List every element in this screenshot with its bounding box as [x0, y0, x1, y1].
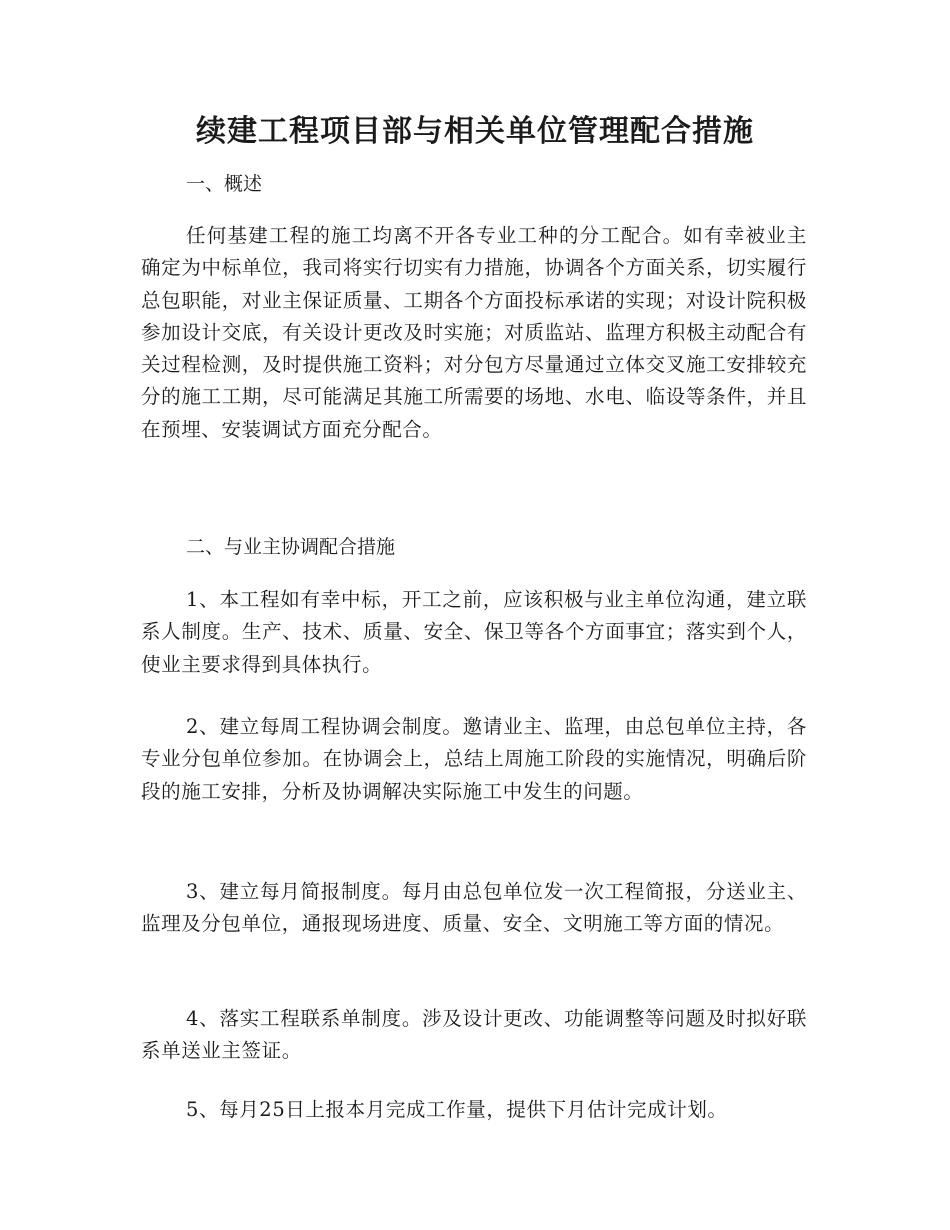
- paragraph-item-5: 5、每月25日上报本月完成工作量，提供下月估计完成计划。: [186, 1098, 728, 1121]
- document-title: 续建工程项目部与相关单位管理配合措施: [196, 114, 754, 149]
- paragraph-item-2: 2、建立每周工程协调会制度。邀请业主、监理，由总包单位主持，各专业分包单位参加。在协调会上，总结上周施工阶段的实施情况，明确后阶段的施工安排，分析及协调解决实际施工中发生的问题。: [141, 715, 807, 803]
- section-heading-owner-coordination: 二、与业主协调配合措施: [186, 536, 396, 558]
- paragraph-item-3: 3、建立每月简报制度。每月由总包单位发一次工程简报，分送业主、监理及分包单位，通报现场进度、质量、安全、文明施工等方面的情况。: [141, 880, 807, 936]
- paragraph-item-1: 1、本工程如有幸中标，开工之前，应该积极与业主单位沟通，建立联系人制度。生产、技术、质量、安全、保卫等各个方面事宜；落实到个人，使业主要求得到具体执行。: [141, 588, 807, 676]
- paragraph-item-4: 4、落实工程联系单制度。涉及设计更改、功能调整等问题及时拟好联系单送业主签证。: [141, 1007, 807, 1063]
- section-heading-overview: 一、概述: [186, 173, 263, 195]
- paragraph-overview: 任何基建工程的施工均离不开各专业工种的分工配合。如有幸被业主确定为中标单位，我司将实行切实有力措施，协调各个方面关系，切实履行总包职能，对业主保证质量、工期各个方面投标承诺的实现；对设计院积极参加设计交底，有关设计更改及时实施；对质监站、监理方积极主动配合有关过程检测，及时提供施工资料；对分包方尽量通过立体交叉施工安排较充分的施工工期，尽可能满足其施工所需要的场地、水电、临设等条件，并且在预埋、安装调试方面充分配合。: [141, 224, 807, 441]
